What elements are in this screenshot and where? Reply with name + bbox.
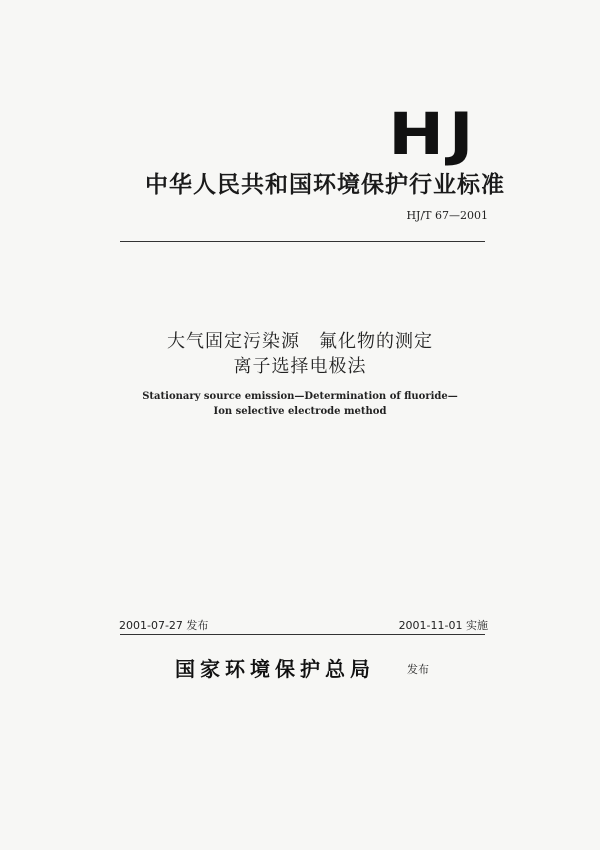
- issuing-authority: 国家环境保护总局: [175, 657, 375, 681]
- bottom-divider: [120, 634, 485, 635]
- english-title-line1: Stationary source emission—Determination of fluoride—: [142, 391, 458, 402]
- english-title-line2: Ion selective electrode method: [213, 406, 387, 417]
- top-divider: [120, 241, 485, 242]
- hj-logo: HJ: [388, 100, 478, 168]
- chinese-title-line1: 大气固定污染源 氟化物的测定: [167, 331, 433, 352]
- effective-date: 2001-11-01 实施: [398, 619, 488, 632]
- issue-label: 发布: [407, 663, 429, 676]
- issue-date: 2001-07-27 发布: [119, 619, 209, 632]
- organization-title: 中华人民共和国环境保护行业标准: [145, 172, 505, 198]
- standard-code: HJ/T 67—2001: [406, 209, 488, 222]
- chinese-title-line2: 离子选择电极法: [233, 356, 367, 377]
